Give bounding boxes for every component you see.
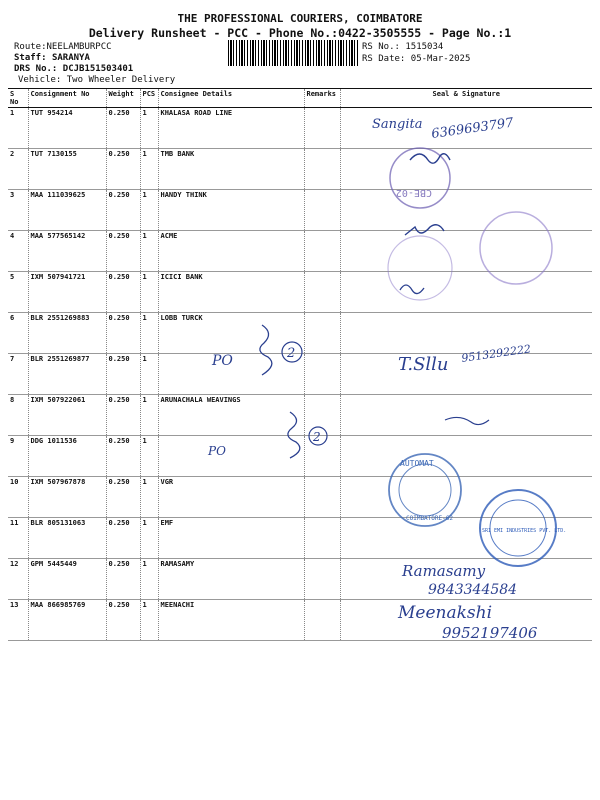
cell-remarks xyxy=(304,149,340,190)
cell-remarks xyxy=(304,190,340,231)
cell-pcs: 1 xyxy=(140,272,158,313)
cell-seal-signature xyxy=(340,231,592,272)
table-header-row xyxy=(8,89,592,108)
cell-weight: 0.250 xyxy=(106,600,140,641)
cell-sno: 9 xyxy=(8,436,28,477)
cell-consignment-no: BLR 805131063 xyxy=(28,518,106,559)
table-row xyxy=(8,600,592,641)
cell-seal-signature xyxy=(340,436,592,477)
cell-weight: 0.250 xyxy=(106,518,140,559)
cell-weight: 0.250 xyxy=(106,313,140,354)
rs-date-value: 05-Mar-2025 xyxy=(410,54,471,64)
route-line xyxy=(14,42,112,52)
cell-remarks xyxy=(304,395,340,436)
vehicle-line: Vehicle: Two Wheeler Delivery xyxy=(18,75,176,85)
cell-remarks xyxy=(304,477,340,518)
staff-line xyxy=(14,53,90,63)
cell-consignment-no: GPM 5445449 xyxy=(28,559,106,600)
stamp10-text: AUTOMAT xyxy=(400,459,434,468)
cell-seal-signature xyxy=(340,559,592,600)
stamp11-text: SRI EMI INDUSTRIES PVT. LTD. xyxy=(482,528,567,534)
cell-sno: 2 xyxy=(8,149,28,190)
phone13: 9952197406 xyxy=(442,624,538,642)
cell-sno: 7 xyxy=(8,354,28,395)
cell-pcs: 1 xyxy=(140,108,158,149)
staff-label: Staff: xyxy=(14,53,47,63)
cell-pcs: 1 xyxy=(140,313,158,354)
cell-consignment-no: TUT 954214 xyxy=(28,108,106,149)
po2: PO xyxy=(208,444,226,458)
cell-consignee: KHALASA ROAD LINE xyxy=(158,108,304,149)
cell-sno: 13 xyxy=(8,600,28,641)
cell-seal-signature xyxy=(340,395,592,436)
cell-consignment-no: TUT 7130155 xyxy=(28,149,106,190)
cell-consignee: RAMASAMY xyxy=(158,559,304,600)
company-title: THE PROFESSIONAL COURIERS, COIMBATORE xyxy=(177,12,423,25)
route-value: NEELAMBURPCC xyxy=(46,42,112,52)
cell-consignee: HANDY THINK xyxy=(158,190,304,231)
cell-consignment-no: IXM 507922061 xyxy=(28,395,106,436)
cell-remarks xyxy=(304,108,340,149)
cell-weight: 0.250 xyxy=(106,477,140,518)
cell-weight: 0.250 xyxy=(106,272,140,313)
po2-num: 2 xyxy=(313,430,321,444)
table-row xyxy=(8,149,592,190)
cell-weight: 0.250 xyxy=(106,395,140,436)
cell-remarks xyxy=(304,600,340,641)
cell-consignment-no: MAA 111039625 xyxy=(28,190,106,231)
name12: Ramasamy xyxy=(402,562,486,580)
cell-consignee: EMF xyxy=(158,518,304,559)
cell-consignment-no: MAA 866985769 xyxy=(28,600,106,641)
cell-sno: 11 xyxy=(8,518,28,559)
cell-remarks xyxy=(304,354,340,395)
rs-no-value: 1515034 xyxy=(405,42,444,52)
table-row xyxy=(8,190,592,231)
cell-consignment-no: BLR 2551269877 xyxy=(28,354,106,395)
cell-consignee: MEENACHI xyxy=(158,600,304,641)
col-seal: Seal & Signature xyxy=(340,89,592,108)
rs-date-label: RS Date: xyxy=(362,54,406,64)
cell-consignee: ARUNACHALA WEAVINGS xyxy=(158,395,304,436)
col-consignee: Consignee Details xyxy=(158,89,304,108)
cell-seal-signature xyxy=(340,108,592,149)
table-row xyxy=(8,477,592,518)
col-pcs: PCS xyxy=(140,89,158,108)
cell-remarks xyxy=(304,518,340,559)
cell-weight: 0.250 xyxy=(106,149,140,190)
runsheet-table xyxy=(8,88,592,641)
col-remarks: Remarks xyxy=(304,89,340,108)
phone1: 6369693797 xyxy=(430,115,515,142)
cell-pcs: 1 xyxy=(140,477,158,518)
table-row xyxy=(8,559,592,600)
cell-pcs: 1 xyxy=(140,436,158,477)
cell-seal-signature xyxy=(340,600,592,641)
drs-value: DCJB151503401 xyxy=(62,64,134,74)
cell-consignee: TMB BANK xyxy=(158,149,304,190)
phone-row7: 9513292222 xyxy=(460,342,532,365)
cell-seal-signature xyxy=(340,518,592,559)
stamp3-text: CBE-02 xyxy=(395,187,432,198)
sig-row7: T.Sllu xyxy=(398,354,449,375)
cell-pcs: 1 xyxy=(140,600,158,641)
cell-sno: 8 xyxy=(8,395,28,436)
cell-pcs: 1 xyxy=(140,559,158,600)
col-consignment: Consignment No xyxy=(28,89,106,108)
cell-pcs: 1 xyxy=(140,190,158,231)
cell-seal-signature xyxy=(340,272,592,313)
table-row xyxy=(8,518,592,559)
barcode xyxy=(228,40,358,66)
cell-sno: 10 xyxy=(8,477,28,518)
rs-date-line xyxy=(362,54,470,64)
cell-weight: 0.250 xyxy=(106,354,140,395)
cell-remarks xyxy=(304,559,340,600)
cell-consignee xyxy=(158,354,304,395)
cell-seal-signature xyxy=(340,149,592,190)
cell-pcs: 1 xyxy=(140,395,158,436)
table-row xyxy=(8,313,592,354)
table-row xyxy=(8,436,592,477)
cell-consignee: ACME xyxy=(158,231,304,272)
cell-weight: 0.250 xyxy=(106,436,140,477)
table-row xyxy=(8,231,592,272)
stamp10b-text: COIMBATORE-62 xyxy=(406,515,453,522)
rs-no-line xyxy=(362,42,443,52)
cell-weight: 0.250 xyxy=(106,190,140,231)
cell-consignment-no: BLR 2551269883 xyxy=(28,313,106,354)
drs-label: DRS No.: xyxy=(14,64,58,74)
cell-sno: 4 xyxy=(8,231,28,272)
table-row xyxy=(8,108,592,149)
cell-remarks xyxy=(304,436,340,477)
cell-consignee: VGR xyxy=(158,477,304,518)
table-row xyxy=(8,272,592,313)
cell-consignment-no: DDG 1011536 xyxy=(28,436,106,477)
cell-seal-signature xyxy=(340,354,592,395)
staff-value: SARANYA xyxy=(51,53,90,63)
cell-sno: 5 xyxy=(8,272,28,313)
table-row xyxy=(8,395,592,436)
cell-sno: 1 xyxy=(8,108,28,149)
cell-seal-signature xyxy=(340,190,592,231)
cell-consignment-no: MAA 577565142 xyxy=(28,231,106,272)
col-weight: Weight xyxy=(106,89,140,108)
name13: Meenakshi xyxy=(398,603,493,623)
cell-consignee: ICICI BANK xyxy=(158,272,304,313)
cell-sno: 12 xyxy=(8,559,28,600)
cell-pcs: 1 xyxy=(140,149,158,190)
cell-seal-signature xyxy=(340,477,592,518)
cell-pcs: 1 xyxy=(140,354,158,395)
runsheet-title: Delivery Runsheet - PCC - Phone No.:0422-3505555 - Page No.:1 xyxy=(88,26,512,40)
cell-remarks xyxy=(304,313,340,354)
cell-remarks xyxy=(304,272,340,313)
cell-consignment-no: IXM 507967878 xyxy=(28,477,106,518)
drs-line xyxy=(14,64,133,74)
cell-consignment-no: IXM 507941721 xyxy=(28,272,106,313)
cell-pcs: 1 xyxy=(140,518,158,559)
cell-weight: 0.250 xyxy=(106,108,140,149)
po1-num: 2 xyxy=(287,346,296,361)
cell-pcs: 1 xyxy=(140,231,158,272)
cell-sno: 6 xyxy=(8,313,28,354)
table-row xyxy=(8,354,592,395)
cell-remarks xyxy=(304,231,340,272)
cell-consignee: LOBB TURCK xyxy=(158,313,304,354)
col-sno: S No xyxy=(8,89,28,108)
cell-weight: 0.250 xyxy=(106,231,140,272)
phone12: 9843344584 xyxy=(428,582,518,598)
sig1: Sangita xyxy=(372,117,423,132)
cell-seal-signature xyxy=(340,313,592,354)
rs-no-label: RS No.: xyxy=(362,42,400,52)
cell-sno: 3 xyxy=(8,190,28,231)
po1: PO xyxy=(212,353,233,369)
cell-weight: 0.250 xyxy=(106,559,140,600)
cell-consignee xyxy=(158,436,304,477)
route-label: Route: xyxy=(14,42,47,52)
